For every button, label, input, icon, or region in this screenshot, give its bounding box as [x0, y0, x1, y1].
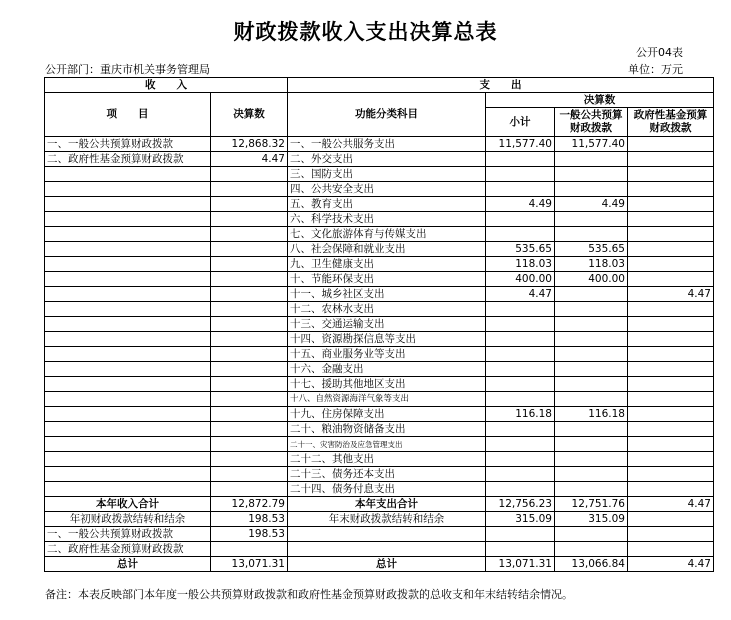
expense-gov-fund — [628, 482, 714, 497]
begin-carry-amount: 198.53 — [211, 512, 288, 527]
expense-item: 二十三、债务还本支出 — [288, 467, 486, 482]
income-item — [45, 197, 211, 212]
item-header: 项 目 — [45, 93, 211, 137]
summary-row — [45, 497, 714, 512]
empty-cell — [486, 527, 555, 542]
expense-gov-fund — [628, 182, 714, 197]
expense-item: 四、公共安全支出 — [288, 182, 486, 197]
table-row — [45, 437, 714, 452]
table-row — [45, 152, 714, 167]
expense-item: 二十四、债务付息支出 — [288, 482, 486, 497]
income-item — [45, 332, 211, 347]
fund-carry-label: 二、政府性基金预算财政拨款 — [45, 542, 211, 557]
expense-gen-public — [555, 287, 628, 302]
expense-gov-fund — [628, 362, 714, 377]
table-row — [45, 257, 714, 272]
expense-gov-fund — [628, 167, 714, 182]
table-row — [45, 362, 714, 377]
total-income-label: 总计 — [45, 557, 211, 572]
total-expense-gen-public: 13,066.84 — [555, 557, 628, 572]
expense-subtotal — [486, 332, 555, 347]
table-row — [45, 422, 714, 437]
end-carry-gen-public: 315.09 — [555, 512, 628, 527]
final-amount-header: 决算数 — [211, 93, 288, 137]
expense-gov-fund — [628, 242, 714, 257]
empty-cell — [486, 542, 555, 557]
income-item — [45, 167, 211, 182]
summary-row — [45, 527, 714, 542]
table-row — [45, 407, 714, 422]
expense-gov-fund — [628, 407, 714, 422]
total-expense-subtotal: 13,071.31 — [486, 557, 555, 572]
expense-item: 八、社会保障和就业支出 — [288, 242, 486, 257]
expense-gen-public — [555, 167, 628, 182]
empty-cell — [555, 527, 628, 542]
expense-gen-public — [555, 302, 628, 317]
expense-subtotal — [486, 362, 555, 377]
expense-subtotal: 4.47 — [486, 287, 555, 302]
expense-gen-public — [555, 452, 628, 467]
income-amount — [211, 302, 288, 317]
expense-gen-public — [555, 152, 628, 167]
year-income-amount: 12,872.79 — [211, 497, 288, 512]
expense-gen-public — [555, 212, 628, 227]
income-item — [45, 467, 211, 482]
income-item — [45, 362, 211, 377]
expense-gov-fund — [628, 227, 714, 242]
income-header: 收 入 — [45, 78, 288, 93]
expense-subtotal: 400.00 — [486, 272, 555, 287]
expense-gov-fund — [628, 257, 714, 272]
expense-gov-fund — [628, 437, 714, 452]
expense-gov-fund — [628, 347, 714, 362]
income-amount — [211, 242, 288, 257]
income-amount — [211, 482, 288, 497]
income-amount — [211, 407, 288, 422]
expense-item: 二十二、其他支出 — [288, 452, 486, 467]
year-expense-label: 本年支出合计 — [288, 497, 486, 512]
table-row — [45, 302, 714, 317]
income-item — [45, 377, 211, 392]
expense-item: 七、文化旅游体育与传媒支出 — [288, 227, 486, 242]
table-row — [45, 452, 714, 467]
income-amount — [211, 467, 288, 482]
income-item — [45, 257, 211, 272]
expense-gov-fund — [628, 377, 714, 392]
empty-cell — [555, 542, 628, 557]
expense-gen-public: 118.03 — [555, 257, 628, 272]
income-amount: 12,868.32 — [211, 137, 288, 152]
income-amount — [211, 452, 288, 467]
expense-header: 支 出 — [288, 78, 714, 93]
income-item — [45, 392, 211, 407]
income-item — [45, 452, 211, 467]
expense-item: 九、卫生健康支出 — [288, 257, 486, 272]
expense-item: 十七、援助其他地区支出 — [288, 377, 486, 392]
expense-gov-fund — [628, 197, 714, 212]
year-expense-gov-fund: 4.47 — [628, 497, 714, 512]
expense-gov-fund — [628, 392, 714, 407]
income-amount — [211, 287, 288, 302]
func-class-header: 功能分类科目 — [288, 93, 486, 137]
expense-item: 六、科学技术支出 — [288, 212, 486, 227]
table-row — [45, 137, 714, 152]
fund-carry-amount — [211, 542, 288, 557]
expense-gen-public: 4.49 — [555, 197, 628, 212]
expense-gov-fund — [628, 152, 714, 167]
expense-subtotal — [486, 182, 555, 197]
income-amount — [211, 182, 288, 197]
income-amount — [211, 332, 288, 347]
income-item — [45, 302, 211, 317]
year-expense-gen-public: 12,751.76 — [555, 497, 628, 512]
expense-gen-public: 11,577.40 — [555, 137, 628, 152]
summary-row — [45, 542, 714, 557]
table-row — [45, 197, 714, 212]
unit-label: 单位：万元 — [628, 63, 683, 76]
income-amount — [211, 437, 288, 452]
table-number: 公开04表 — [636, 46, 683, 59]
expense-gov-fund — [628, 452, 714, 467]
table-row — [45, 347, 714, 362]
income-item: 二、政府性基金预算财政拨款 — [45, 152, 211, 167]
expense-subtotal: 535.65 — [486, 242, 555, 257]
income-item — [45, 347, 211, 362]
table-row — [45, 332, 714, 347]
expense-item: 一、一般公共服务支出 — [288, 137, 486, 152]
end-carry-gov-fund — [628, 512, 714, 527]
year-expense-subtotal: 12,756.23 — [486, 497, 555, 512]
empty-cell — [628, 527, 714, 542]
expense-gov-fund — [628, 467, 714, 482]
header-row-1 — [45, 78, 714, 93]
expense-subtotal: 11,577.40 — [486, 137, 555, 152]
expense-subtotal — [486, 317, 555, 332]
footnote: 备注：本表反映部门本年度一般公共预算财政拨款和政府性基金预算财政拨款的总收支和年末结转结余情况。 — [45, 588, 573, 601]
expense-item: 二、外交支出 — [288, 152, 486, 167]
empty-cell — [288, 542, 486, 557]
expense-gov-fund — [628, 422, 714, 437]
begin-carry-label: 年初财政拨款结转和结余 — [45, 512, 211, 527]
income-amount — [211, 317, 288, 332]
expense-subtotal: 4.49 — [486, 197, 555, 212]
table-row — [45, 212, 714, 227]
end-carry-subtotal: 315.09 — [486, 512, 555, 527]
expense-subtotal — [486, 422, 555, 437]
expense-subtotal — [486, 302, 555, 317]
income-item — [45, 482, 211, 497]
expense-gen-public — [555, 467, 628, 482]
income-amount — [211, 272, 288, 287]
expense-gen-public — [555, 377, 628, 392]
expense-gen-public: 400.00 — [555, 272, 628, 287]
income-amount — [211, 392, 288, 407]
expense-gov-fund — [628, 272, 714, 287]
table-row — [45, 287, 714, 302]
expense-subtotal — [486, 437, 555, 452]
expense-gov-fund: 4.47 — [628, 287, 714, 302]
gen-public-budget-header: 一般公共预算财政拨款 — [555, 108, 628, 137]
expense-subtotal — [486, 227, 555, 242]
income-amount — [211, 422, 288, 437]
expense-gen-public — [555, 437, 628, 452]
expense-subtotal — [486, 377, 555, 392]
table-row — [45, 242, 714, 257]
budget-table — [44, 77, 714, 572]
income-item — [45, 317, 211, 332]
table-row — [45, 317, 714, 332]
expense-subtotal — [486, 482, 555, 497]
department-label: 公开部门：重庆市机关事务管理局 — [45, 63, 210, 76]
summary-row — [45, 512, 714, 527]
expense-gov-fund — [628, 317, 714, 332]
expense-item: 二十一、灾害防治及应急管理支出 — [288, 437, 486, 452]
table-row — [45, 482, 714, 497]
expense-item: 十六、金融支出 — [288, 362, 486, 377]
expense-item: 十、节能环保支出 — [288, 272, 486, 287]
expense-gen-public — [555, 362, 628, 377]
expense-gen-public — [555, 422, 628, 437]
expense-gov-fund — [628, 137, 714, 152]
income-amount — [211, 347, 288, 362]
income-item — [45, 407, 211, 422]
income-amount — [211, 167, 288, 182]
income-amount — [211, 257, 288, 272]
income-item — [45, 242, 211, 257]
expense-item: 十三、交通运输支出 — [288, 317, 486, 332]
header-row-2 — [45, 93, 714, 108]
empty-cell — [288, 527, 486, 542]
expense-item: 十九、住房保障支出 — [288, 407, 486, 422]
table-row — [45, 167, 714, 182]
expense-item: 二十、粮油物资储备支出 — [288, 422, 486, 437]
year-income-label: 本年收入合计 — [45, 497, 211, 512]
expense-gen-public — [555, 347, 628, 362]
total-expense-label: 总计 — [288, 557, 486, 572]
expense-gen-public — [555, 317, 628, 332]
gen-carry-label: 一、一般公共预算财政拨款 — [45, 527, 211, 542]
income-amount — [211, 227, 288, 242]
income-item — [45, 437, 211, 452]
total-expense-gov-fund: 4.47 — [628, 557, 714, 572]
expense-gov-fund — [628, 302, 714, 317]
income-amount — [211, 212, 288, 227]
expense-gen-public — [555, 182, 628, 197]
table-row — [45, 392, 714, 407]
expense-subtotal — [486, 467, 555, 482]
expense-item: 十五、商业服务业等支出 — [288, 347, 486, 362]
expense-item: 十八、自然资源海洋气象等支出 — [288, 392, 486, 407]
expense-subtotal — [486, 392, 555, 407]
table-row — [45, 182, 714, 197]
expense-gen-public — [555, 332, 628, 347]
income-item — [45, 212, 211, 227]
expense-gov-fund — [628, 332, 714, 347]
total-income-amount: 13,071.31 — [211, 557, 288, 572]
income-amount — [211, 197, 288, 212]
expense-gen-public — [555, 227, 628, 242]
income-amount — [211, 362, 288, 377]
page-title: 财政拨款收入支出决算总表 — [233, 19, 498, 44]
empty-cell — [628, 542, 714, 557]
expense-item: 五、教育支出 — [288, 197, 486, 212]
end-carry-label: 年末财政拨款结转和结余 — [288, 512, 486, 527]
expense-item: 十一、城乡社区支出 — [288, 287, 486, 302]
income-item — [45, 422, 211, 437]
subtotal-header: 小计 — [486, 108, 555, 137]
expense-item: 十二、农林水支出 — [288, 302, 486, 317]
table-row — [45, 227, 714, 242]
summary-row — [45, 557, 714, 572]
expense-subtotal — [486, 167, 555, 182]
expense-subtotal — [486, 152, 555, 167]
table-row — [45, 467, 714, 482]
income-amount: 4.47 — [211, 152, 288, 167]
final-amount-expense-header: 决算数 — [486, 93, 714, 108]
expense-gen-public — [555, 482, 628, 497]
expense-subtotal — [486, 212, 555, 227]
income-item — [45, 287, 211, 302]
income-item — [45, 182, 211, 197]
table-row — [45, 377, 714, 392]
expense-gen-public: 116.18 — [555, 407, 628, 422]
expense-item: 三、国防支出 — [288, 167, 486, 182]
expense-subtotal: 116.18 — [486, 407, 555, 422]
expense-gen-public — [555, 392, 628, 407]
table-row — [45, 272, 714, 287]
gen-carry-amount: 198.53 — [211, 527, 288, 542]
expense-subtotal — [486, 347, 555, 362]
expense-gen-public: 535.65 — [555, 242, 628, 257]
expense-subtotal — [486, 452, 555, 467]
income-item: 一、一般公共预算财政拨款 — [45, 137, 211, 152]
income-item — [45, 272, 211, 287]
income-item — [45, 227, 211, 242]
expense-item: 十四、资源勘探信息等支出 — [288, 332, 486, 347]
gov-fund-budget-header: 政府性基金预算财政拨款 — [628, 108, 714, 137]
expense-gov-fund — [628, 212, 714, 227]
expense-subtotal: 118.03 — [486, 257, 555, 272]
income-amount — [211, 377, 288, 392]
